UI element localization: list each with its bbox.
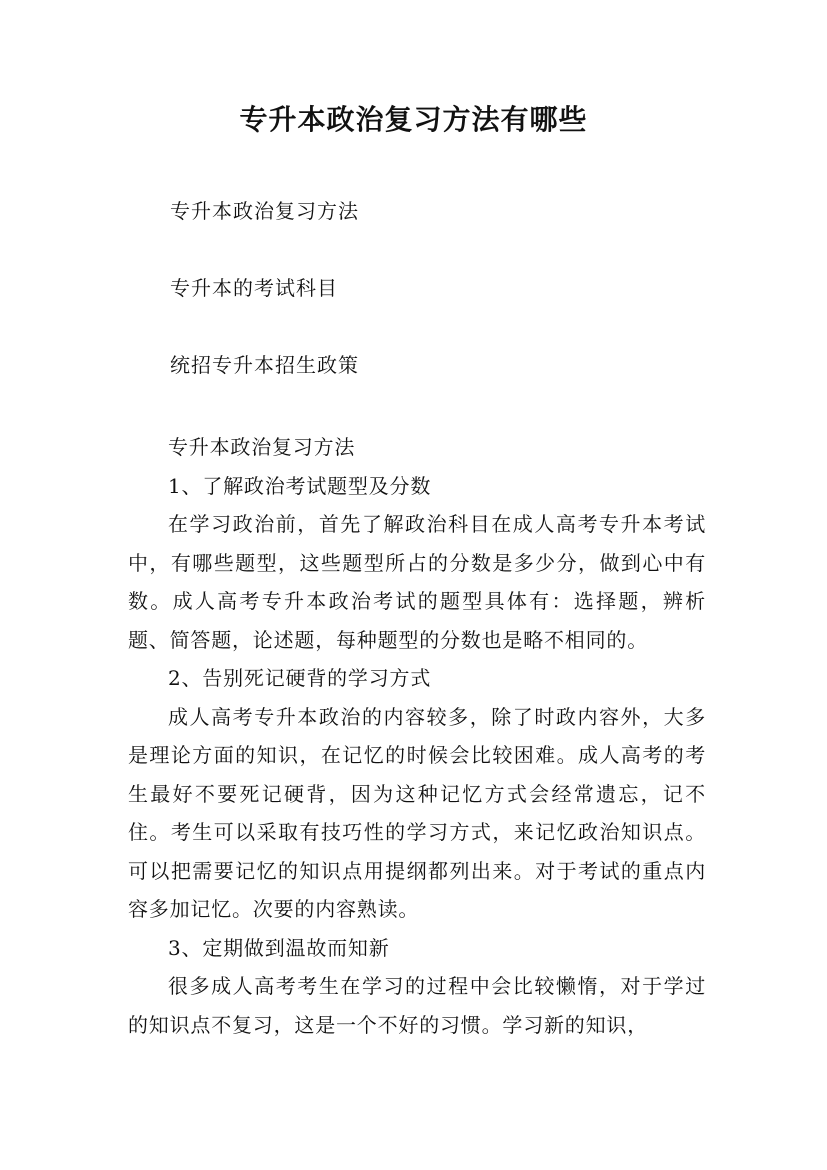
subheading-1: 1、了解政治考试题型及分数 <box>168 473 432 498</box>
body-paragraph: 在学习政治前，首先了解政治科目在成人高考专升本考试中，有哪些题型，这些题型所占的分数是多少分，做到心中有数。成人高考专升本政治考试的题型具体有：选择题，辨析题、简答题，论述题，每种题型的分数也是略不相同的。 <box>128 512 706 652</box>
subheading-2: 2、告别死记硬背的学习方式 <box>168 666 432 690</box>
subheading-3: 3、定期做到温故而知新 <box>168 935 390 960</box>
toc-item-review-method: 专升本政治复习方法 <box>170 199 359 223</box>
toc-item-exam-subjects: 专升本的考试科目 <box>170 276 338 300</box>
section-heading: 专升本政治复习方法 <box>168 435 356 459</box>
body-paragraph: 成人高考专升本政治的内容较多，除了时政内容外，大多是理论方面的知识，在记忆的时候会比较困难。成人高考的考生最好不要死记硬背，因为这种记忆方式会经常遗忘，记不住。考生可以采取有技巧性的学习方式，来记忆政治知识点。可以把需要记忆的知识点用提纲都列出来。对于考试的重点内容多加记忆。次要的内容熟读。 <box>128 704 706 921</box>
body-paragraph: 很多成人高考考生在学习的过程中会比较懒惰，对于学过的知识点不复习，这是一个不好的习惯。学习新的知识， <box>128 974 706 1037</box>
document-title: 专升本政治复习方法有哪些 <box>239 103 588 136</box>
toc-item-admission-policy: 统招专升本招生政策 <box>170 353 359 377</box>
document-body <box>128 428 706 1044</box>
